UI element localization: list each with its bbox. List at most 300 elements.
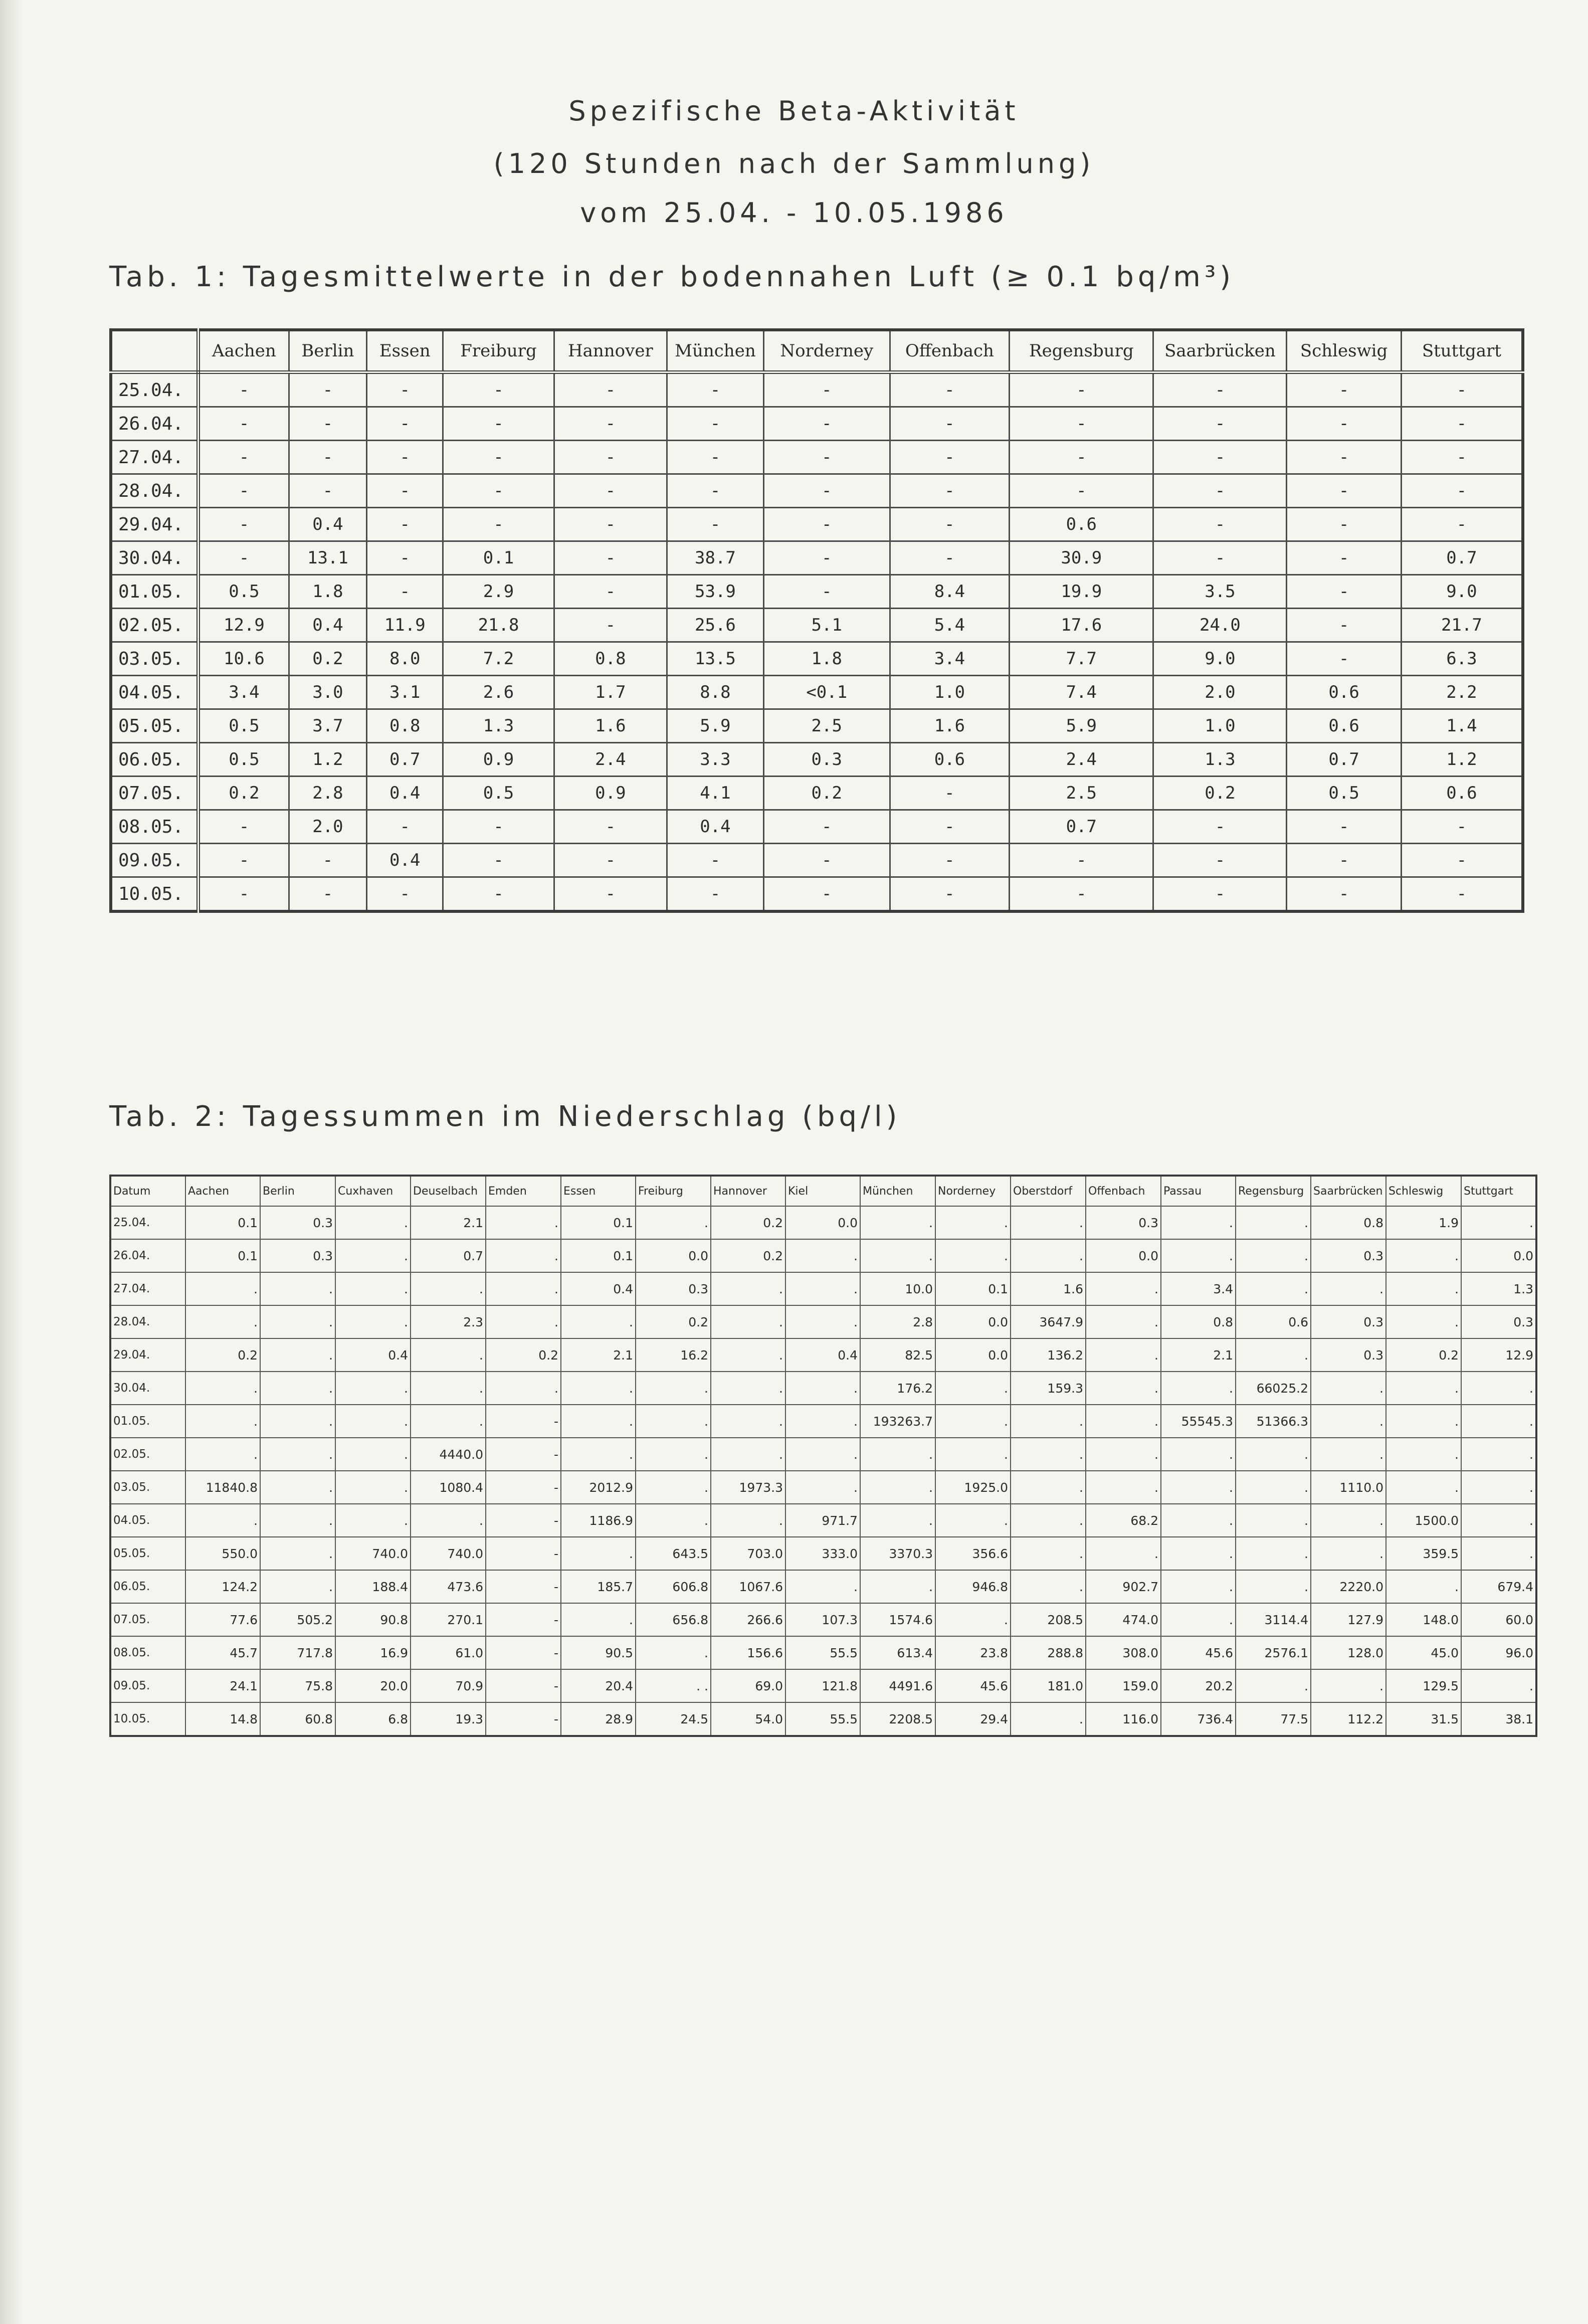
- table1-date-cell: 30.04.: [111, 541, 198, 575]
- table1-row: [111, 372, 1523, 407]
- table1-value-cell: -: [367, 441, 443, 474]
- table1-value-cell: -: [1010, 877, 1153, 912]
- table2-value-cell: .: [711, 1438, 785, 1471]
- table2-value-cell: .: [785, 1239, 860, 1272]
- table2-value-cell: .: [1461, 1405, 1536, 1438]
- table2-value-cell: .: [935, 1239, 1011, 1272]
- table2-value-cell: .: [636, 1372, 711, 1405]
- table1-row: [111, 609, 1523, 642]
- table2-value-cell: .: [1236, 1206, 1311, 1239]
- table2-value-cell: .: [1461, 1438, 1536, 1471]
- table2-value-cell: 308.0: [1086, 1636, 1161, 1669]
- table2-value-cell: 0.3: [1086, 1206, 1161, 1239]
- table2-value-cell: 946.8: [935, 1570, 1011, 1603]
- table1-value-cell: 3.7: [289, 709, 366, 743]
- table2-value-cell: .: [185, 1272, 260, 1305]
- table2-value-cell: 31.5: [1386, 1702, 1461, 1736]
- table1-value-cell: 5.4: [890, 609, 1010, 642]
- table2-value-cell: 11840.8: [185, 1471, 260, 1504]
- table1-value-cell: -: [1401, 372, 1523, 407]
- table2-value-cell: 208.5: [1011, 1603, 1086, 1636]
- table1-value-cell: -: [289, 441, 366, 474]
- table2-value-cell: 474.0: [1086, 1603, 1161, 1636]
- table1-value-cell: 13.1: [289, 541, 366, 575]
- table1-value-cell: -: [667, 877, 764, 912]
- table1-value-cell: 1.3: [1153, 743, 1287, 777]
- table2-value-cell: -: [486, 1504, 561, 1537]
- table1-value-cell: 1.7: [554, 676, 667, 709]
- table2-value-cell: .: [561, 1537, 636, 1570]
- table1-value-cell: 21.8: [443, 609, 554, 642]
- table1-value-cell: -: [1287, 877, 1401, 912]
- table2-value-cell: 0.4: [335, 1338, 411, 1372]
- table1-row: [111, 407, 1523, 441]
- table1-value-cell: -: [1401, 844, 1523, 877]
- table1-value-cell: 0.7: [1010, 810, 1153, 844]
- table2-value-cell: .: [335, 1272, 411, 1305]
- table2-value-cell: 613.4: [860, 1636, 935, 1669]
- table2-value-cell: .: [860, 1471, 935, 1504]
- table1-value-cell: -: [1401, 441, 1523, 474]
- table2-value-cell: 2.3: [411, 1305, 486, 1338]
- table2-value-cell: .: [260, 1372, 335, 1405]
- table2-value-cell: 121.8: [785, 1669, 860, 1702]
- table2-value-cell: .: [260, 1537, 335, 1570]
- table2-value-cell: .: [561, 1305, 636, 1338]
- table2-value-cell: -: [486, 1669, 561, 1702]
- table1-value-cell: <0.1: [763, 676, 890, 709]
- table2-value-cell: .: [1236, 1272, 1311, 1305]
- table2-row: [110, 1537, 1536, 1570]
- table1-value-cell: -: [1010, 441, 1153, 474]
- table1-value-cell: 0.7: [367, 743, 443, 777]
- table1-row: [111, 844, 1523, 877]
- table2-value-cell: .: [1161, 1570, 1236, 1603]
- table1-value-cell: -: [554, 541, 667, 575]
- table1-caption: Tab. 1: Tagesmittelwerte in der bodennahen Luft (≥ 0.1 bq/m³): [109, 261, 1235, 293]
- table1-value-cell: -: [367, 541, 443, 575]
- table1-value-cell: 30.9: [1010, 541, 1153, 575]
- table2-value-cell: .: [1311, 1372, 1386, 1405]
- table2-value-cell: .: [1086, 1305, 1161, 1338]
- table1-value-cell: -: [1153, 541, 1287, 575]
- table1-value-cell: -: [443, 877, 554, 912]
- table1-value-cell: 21.7: [1401, 609, 1523, 642]
- table1-value-cell: -: [554, 474, 667, 508]
- table2-value-cell: .: [711, 1405, 785, 1438]
- table1-date-cell: 26.04.: [111, 407, 198, 441]
- table2-value-cell: 656.8: [636, 1603, 711, 1636]
- table2-value-cell: 0.4: [785, 1338, 860, 1372]
- table1-value-cell: -: [1010, 474, 1153, 508]
- table2-value-cell: .: [1236, 1570, 1311, 1603]
- table1-value-cell: -: [367, 877, 443, 912]
- table1-value-cell: -: [1153, 441, 1287, 474]
- table2-value-cell: 4491.6: [860, 1669, 935, 1702]
- table2-value-cell: .: [1011, 1702, 1086, 1736]
- table2-value-cell: .: [1011, 1504, 1086, 1537]
- table2-value-cell: 1.9: [1386, 1206, 1461, 1239]
- table2-value-cell: 266.6: [711, 1603, 785, 1636]
- table2-value-cell: 0.7: [411, 1239, 486, 1272]
- table2-value-cell: .: [260, 1405, 335, 1438]
- table1-value-cell: -: [198, 541, 289, 575]
- table2-date-cell: 08.05.: [110, 1636, 185, 1669]
- table1-value-cell: -: [890, 407, 1010, 441]
- table1-row: [111, 575, 1523, 609]
- table2-value-cell: 1973.3: [711, 1471, 785, 1504]
- table2-value-cell: 90.5: [561, 1636, 636, 1669]
- table2-value-cell: 2.1: [411, 1206, 486, 1239]
- table1-date-cell: 06.05.: [111, 743, 198, 777]
- table1-value-cell: -: [198, 844, 289, 877]
- table2-value-cell: 717.8: [260, 1636, 335, 1669]
- table1-date-cell: 01.05.: [111, 575, 198, 609]
- table2-row: [110, 1239, 1536, 1272]
- table1-value-cell: 2.2: [1401, 676, 1523, 709]
- table1-column-header: Offenbach: [890, 330, 1010, 372]
- table1-value-cell: -: [1010, 372, 1153, 407]
- table2-value-cell: .: [1086, 1372, 1161, 1405]
- table2-value-cell: 2012.9: [561, 1471, 636, 1504]
- table2-date-cell: 05.05.: [110, 1537, 185, 1570]
- table1-value-cell: -: [890, 877, 1010, 912]
- table2-value-cell: 1500.0: [1386, 1504, 1461, 1537]
- table2-value-cell: 2.1: [1161, 1338, 1236, 1372]
- table2-value-cell: 1067.6: [711, 1570, 785, 1603]
- table2-value-cell: .: [935, 1206, 1011, 1239]
- table1-value-cell: 3.4: [198, 676, 289, 709]
- table2-column-header: Datum: [110, 1176, 185, 1206]
- table1-value-cell: -: [763, 541, 890, 575]
- table2-value-cell: 0.3: [260, 1239, 335, 1272]
- table2-value-cell: .: [1311, 1272, 1386, 1305]
- table2-value-cell: -: [486, 1471, 561, 1504]
- table1-value-cell: 3.1: [367, 676, 443, 709]
- table1-value-cell: 0.6: [1010, 508, 1153, 541]
- table2-value-cell: .: [1011, 1405, 1086, 1438]
- table1-column-header: Hannover: [554, 330, 667, 372]
- table1-row: [111, 508, 1523, 541]
- table2-value-cell: 96.0: [1461, 1636, 1536, 1669]
- table1-value-cell: -: [554, 609, 667, 642]
- table2-value-cell: 679.4: [1461, 1570, 1536, 1603]
- table2-value-cell: 1.6: [1011, 1272, 1086, 1305]
- table2-value-cell: 1925.0: [935, 1471, 1011, 1504]
- table2-row: [110, 1338, 1536, 1372]
- table1-value-cell: -: [1287, 372, 1401, 407]
- table1-value-cell: -: [763, 844, 890, 877]
- table1-date-cell: 25.04.: [111, 372, 198, 407]
- table2-value-cell: -: [486, 1702, 561, 1736]
- table1-value-cell: -: [367, 407, 443, 441]
- table1-value-cell: -: [1287, 844, 1401, 877]
- table2-column-header: Offenbach: [1086, 1176, 1161, 1206]
- table2-value-cell: -: [486, 1570, 561, 1603]
- table1-value-cell: 17.6: [1010, 609, 1153, 642]
- table2-value-cell: 54.0: [711, 1702, 785, 1736]
- table2-value-cell: .: [1161, 1603, 1236, 1636]
- table1-value-cell: -: [763, 575, 890, 609]
- table1-value-cell: 2.4: [554, 743, 667, 777]
- table1-value-cell: 0.3: [763, 743, 890, 777]
- table2-date-cell: 29.04.: [110, 1338, 185, 1372]
- table1-value-cell: 3.5: [1153, 575, 1287, 609]
- table1-value-cell: -: [890, 810, 1010, 844]
- table2-value-cell: .: [860, 1206, 935, 1239]
- table2-value-cell: 3114.4: [1236, 1603, 1311, 1636]
- table2-date-cell: 07.05.: [110, 1603, 185, 1636]
- table2-date-cell: 09.05.: [110, 1669, 185, 1702]
- table2-value-cell: 0.4: [561, 1272, 636, 1305]
- page-binding-edge: [0, 0, 23, 2324]
- table2-value-cell: .: [260, 1338, 335, 1372]
- table1-row: [111, 777, 1523, 810]
- table1-value-cell: 0.4: [289, 609, 366, 642]
- table1-column-header: Freiburg: [443, 330, 554, 372]
- table1-date-cell: 04.05.: [111, 676, 198, 709]
- table2-value-cell: 112.2: [1311, 1702, 1386, 1736]
- table2-value-cell: 473.6: [411, 1570, 486, 1603]
- table1-value-cell: -: [763, 877, 890, 912]
- table2-row: [110, 1206, 1536, 1239]
- table2-value-cell: .: [1311, 1504, 1386, 1537]
- table2-value-cell: 0.0: [636, 1239, 711, 1272]
- table2-value-cell: 14.8: [185, 1702, 260, 1736]
- table2-value-cell: .: [260, 1471, 335, 1504]
- table1-value-cell: 2.4: [1010, 743, 1153, 777]
- table2-value-cell: 740.0: [411, 1537, 486, 1570]
- table2-value-cell: 0.8: [1311, 1206, 1386, 1239]
- table1-value-cell: -: [198, 372, 289, 407]
- table2-value-cell: 24.5: [636, 1702, 711, 1736]
- table2-value-cell: .: [486, 1305, 561, 1338]
- table2-column-header: Norderney: [935, 1176, 1011, 1206]
- table1-date-cell: 07.05.: [111, 777, 198, 810]
- table1-value-cell: 0.6: [890, 743, 1010, 777]
- table2-value-cell: 0.3: [636, 1272, 711, 1305]
- table2-value-cell: 61.0: [411, 1636, 486, 1669]
- table2-value-cell: .: [1161, 1504, 1236, 1537]
- table2-date-cell: 10.05.: [110, 1702, 185, 1736]
- table2-value-cell: 3.4: [1161, 1272, 1236, 1305]
- table2-value-cell: 902.7: [1086, 1570, 1161, 1603]
- table2-row: [110, 1504, 1536, 1537]
- table1-value-cell: 0.5: [1287, 777, 1401, 810]
- table1-value-cell: -: [289, 407, 366, 441]
- table2-row: [110, 1272, 1536, 1305]
- table2-value-cell: 60.8: [260, 1702, 335, 1736]
- table2-row: [110, 1603, 1536, 1636]
- table2-value-cell: 19.3: [411, 1702, 486, 1736]
- table2-value-cell: 2576.1: [1236, 1636, 1311, 1669]
- table2-value-cell: .: [335, 1471, 411, 1504]
- table2-value-cell: 45.6: [935, 1669, 1011, 1702]
- table2-value-cell: .: [260, 1305, 335, 1338]
- table2-value-cell: .: [411, 1338, 486, 1372]
- table1-value-cell: -: [667, 844, 764, 877]
- table1-value-cell: 0.4: [367, 844, 443, 877]
- table2-value-cell: 0.1: [935, 1272, 1011, 1305]
- table2-value-cell: 740.0: [335, 1537, 411, 1570]
- table2-column-header: Oberstdorf: [1011, 1176, 1086, 1206]
- table1-row: [111, 877, 1523, 912]
- table2-value-cell: 51366.3: [1236, 1405, 1311, 1438]
- table1-value-cell: 0.9: [554, 777, 667, 810]
- table1-value-cell: 0.4: [289, 508, 366, 541]
- table1-column-header: Stuttgart: [1401, 330, 1523, 372]
- table2-row: [110, 1636, 1536, 1669]
- table2-value-cell: .: [335, 1305, 411, 1338]
- table2-value-cell: 736.4: [1161, 1702, 1236, 1736]
- table1-value-cell: -: [554, 810, 667, 844]
- table1-value-cell: 0.6: [1401, 777, 1523, 810]
- table2-value-cell: .: [785, 1272, 860, 1305]
- table2-value-cell: 129.5: [1386, 1669, 1461, 1702]
- table2-value-cell: 136.2: [1011, 1338, 1086, 1372]
- table2-value-cell: .: [785, 1405, 860, 1438]
- table2-value-cell: .: [260, 1438, 335, 1471]
- table1-value-cell: 2.9: [443, 575, 554, 609]
- table1-value-cell: 3.3: [667, 743, 764, 777]
- table1-date-cell: 28.04.: [111, 474, 198, 508]
- table2-value-cell: 0.1: [185, 1206, 260, 1239]
- table1-date-cell: 08.05.: [111, 810, 198, 844]
- table2-value-cell: 45.6: [1161, 1636, 1236, 1669]
- table2-value-cell: .: [260, 1504, 335, 1537]
- table2-column-header: Passau: [1161, 1176, 1236, 1206]
- table1-date-cell: 05.05.: [111, 709, 198, 743]
- table2-date-cell: 25.04.: [110, 1206, 185, 1239]
- table2-value-cell: .: [1386, 1239, 1461, 1272]
- table1-value-cell: 0.6: [1287, 709, 1401, 743]
- table1-value-cell: 0.2: [289, 642, 366, 676]
- table1-row: [111, 474, 1523, 508]
- table1-air-daily-means: [109, 328, 1524, 913]
- table2-value-cell: .: [1161, 1438, 1236, 1471]
- table1-value-cell: 7.4: [1010, 676, 1153, 709]
- table2-date-cell: 28.04.: [110, 1305, 185, 1338]
- table2-value-cell: .: [1236, 1504, 1311, 1537]
- table2-value-cell: 70.9: [411, 1669, 486, 1702]
- table1-row: [111, 676, 1523, 709]
- table1-value-cell: -: [367, 575, 443, 609]
- table2-value-cell: .: [1011, 1570, 1086, 1603]
- table2-value-cell: 0.2: [711, 1206, 785, 1239]
- table1-value-cell: 3.0: [289, 676, 366, 709]
- table2-value-cell: 16.9: [335, 1636, 411, 1669]
- table2-value-cell: 2.8: [860, 1305, 935, 1338]
- table1-value-cell: -: [667, 407, 764, 441]
- table2-value-cell: 69.0: [711, 1669, 785, 1702]
- table1-value-cell: -: [1401, 877, 1523, 912]
- table2-value-cell: .: [411, 1504, 486, 1537]
- table2-column-header: Schleswig: [1386, 1176, 1461, 1206]
- table1-value-cell: 0.7: [1287, 743, 1401, 777]
- table1-value-cell: -: [554, 877, 667, 912]
- table2-value-cell: 188.4: [335, 1570, 411, 1603]
- table2-value-cell: .: [185, 1504, 260, 1537]
- table2-value-cell: 0.3: [1311, 1239, 1386, 1272]
- table1-value-cell: -: [198, 441, 289, 474]
- table1-value-cell: 0.5: [198, 709, 289, 743]
- table2-row: [110, 1702, 1536, 1736]
- table1-value-cell: 11.9: [367, 609, 443, 642]
- table2-value-cell: 82.5: [860, 1338, 935, 1372]
- table2-value-cell: .: [1461, 1504, 1536, 1537]
- table1-value-cell: -: [198, 474, 289, 508]
- table2-column-header: Deuselbach: [411, 1176, 486, 1206]
- table1-value-cell: -: [667, 372, 764, 407]
- table1-value-cell: 1.6: [890, 709, 1010, 743]
- table1-value-cell: -: [198, 508, 289, 541]
- table1-value-cell: 8.0: [367, 642, 443, 676]
- table2-column-header: Freiburg: [636, 1176, 711, 1206]
- table1-column-header: Saarbrücken: [1153, 330, 1287, 372]
- table1-value-cell: 2.0: [289, 810, 366, 844]
- table2-value-cell: 0.2: [185, 1338, 260, 1372]
- table1-value-cell: -: [443, 372, 554, 407]
- table2-value-cell: 971.7: [785, 1504, 860, 1537]
- table2-value-cell: .: [785, 1438, 860, 1471]
- table2-value-cell: .: [711, 1305, 785, 1338]
- table2-value-cell: 550.0: [185, 1537, 260, 1570]
- table1-value-cell: -: [367, 810, 443, 844]
- table2-value-cell: .: [711, 1338, 785, 1372]
- table2-value-cell: .: [1161, 1239, 1236, 1272]
- table2-value-cell: .: [486, 1239, 561, 1272]
- table2-value-cell: 185.7: [561, 1570, 636, 1603]
- table2-value-cell: .: [411, 1405, 486, 1438]
- table2-value-cell: 1080.4: [411, 1471, 486, 1504]
- table2-value-cell: .: [1011, 1206, 1086, 1239]
- table1-row: [111, 541, 1523, 575]
- table2-value-cell: 127.9: [1311, 1603, 1386, 1636]
- table2-value-cell: 359.5: [1386, 1537, 1461, 1570]
- table2-value-cell: .: [785, 1570, 860, 1603]
- table2-row: [110, 1372, 1536, 1405]
- table1-value-cell: -: [890, 541, 1010, 575]
- table1-date-cell: 02.05.: [111, 609, 198, 642]
- table2-date-cell: 04.05.: [110, 1504, 185, 1537]
- table1-value-cell: 8.8: [667, 676, 764, 709]
- table1-value-cell: 2.8: [289, 777, 366, 810]
- table2-value-cell: .: [561, 1603, 636, 1636]
- table2-value-cell: 1186.9: [561, 1504, 636, 1537]
- table1-value-cell: -: [667, 508, 764, 541]
- table2-value-cell: .: [185, 1372, 260, 1405]
- table2-column-header: Saarbrücken: [1311, 1176, 1386, 1206]
- table2-value-cell: 3647.9: [1011, 1305, 1086, 1338]
- table1-value-cell: 53.9: [667, 575, 764, 609]
- table1-value-cell: 7.7: [1010, 642, 1153, 676]
- table2-value-cell: 0.3: [1311, 1338, 1386, 1372]
- table2-value-cell: 1.3: [1461, 1272, 1536, 1305]
- table2-value-cell: .: [1236, 1338, 1311, 1372]
- table2-value-cell: .: [185, 1405, 260, 1438]
- table1-date-cell: 09.05.: [111, 844, 198, 877]
- table2-value-cell: 2.1: [561, 1338, 636, 1372]
- table1-value-cell: 0.8: [367, 709, 443, 743]
- table1-value-cell: -: [198, 407, 289, 441]
- table1-value-cell: -: [1401, 407, 1523, 441]
- table1-value-cell: -: [1287, 609, 1401, 642]
- table1-value-cell: -: [289, 877, 366, 912]
- table1-value-cell: 1.6: [554, 709, 667, 743]
- table2-value-cell: .: [260, 1272, 335, 1305]
- table2-date-cell: 27.04.: [110, 1272, 185, 1305]
- table2-value-cell: .: [1086, 1471, 1161, 1504]
